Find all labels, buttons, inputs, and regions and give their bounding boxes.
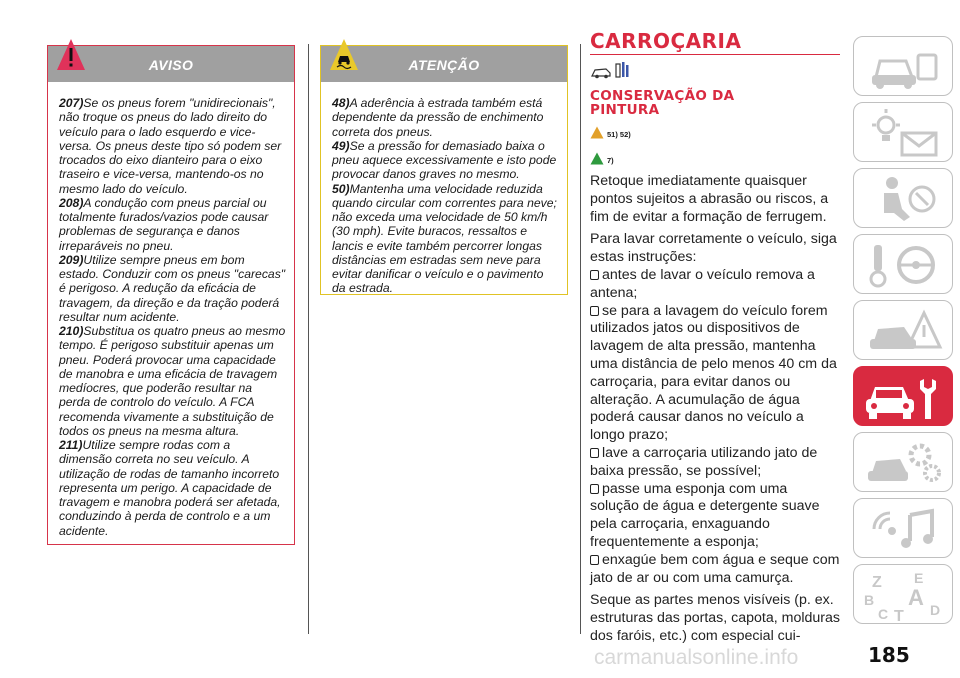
tab-multimedia[interactable]: [853, 498, 953, 558]
closing-paragraph: Seque as partes menos visíveis (p. ex. estruturas das portas, capota, molduras dos faróis, etc.) com especial cui-: [590, 592, 840, 644]
warning-item-text: Utilize sempre rodas com a dimensão correta no seu veículo. A utilização de rodas de tamanho incorreto representa um perigo. A capacidade de travagem e manobra poderá ser afetada, conduzindo à perda de controlo e a um acidente.: [59, 438, 281, 538]
caution-item-number: 49): [332, 138, 350, 153]
tab-safety[interactable]: [853, 168, 953, 228]
bullet-item: [590, 552, 840, 588]
subsection-title-line: CONSERVAÇÃO DA: [590, 88, 735, 104]
index-letter-d: D: [930, 602, 941, 618]
bullet-text: enxagúe bem com água e seque com jato de ar ou com uma camurça.: [590, 551, 840, 586]
bullet-text: se para a lavagem do veículo forem utilizados jatos ou dispositivos de lavagem de alta pressão, mantenha uma distância de pelo menos 40 cm da carroçaria, para evitar danos ou alteração. A acumulação de água poderá causar danos no veículo a longo prazo;: [590, 302, 837, 444]
caution-item-number: 48): [332, 96, 350, 110]
caution-box-title: ATENÇÃO: [408, 57, 480, 73]
bullet-text: passe uma esponja com uma solução de água e detergente suave pela carroçaria, enxaguando frequentemente a esponja;: [590, 480, 820, 550]
checkbox-bullet-icon: [590, 555, 599, 565]
alphabet-icon: [854, 565, 954, 625]
bullet-text: lave a carroçaria utilizando jato de baixa pressão, se possível;: [590, 444, 818, 479]
caution-item-text: Mantenha uma velocidade reduzida quando circular com correntes para neve; não exceda uma velocidade de 50 km/h (30 mph). Evite buracos, ressaltos e lancis e evite também percorrer longas distâncias em estradas sem neve para evitar danificar o veículo e o pavimento da estrada.: [332, 181, 557, 296]
checkbox-bullet-icon: [590, 484, 599, 494]
environment-leaf-icon: [590, 152, 604, 165]
checkbox-bullet-icon: [590, 448, 599, 458]
caution-item-number: 50): [332, 181, 350, 196]
music-signal-icon: [854, 499, 954, 559]
car-and-wrench-icon: [854, 367, 954, 427]
warning-item-210: [59, 324, 286, 438]
warning-item-211: [59, 438, 286, 538]
caution-box-header: [321, 46, 567, 82]
section-title: CARROÇARIA: [590, 29, 742, 53]
column-separator-left: [308, 44, 309, 634]
bullet-item: [590, 445, 840, 481]
index-letter-a: A: [908, 585, 924, 610]
caution-item-text: A aderência à estrada também está dependente da pressão de enchimento correta dos pneus.: [332, 96, 544, 139]
tab-instrument-panel[interactable]: [853, 102, 953, 162]
environment-reference-number: 7): [607, 155, 614, 165]
tab-knowing-vehicle[interactable]: [853, 36, 953, 96]
instructions-lead: Para lavar corretamente o veículo, siga estas instruções:: [590, 231, 837, 266]
warning-item-208: [59, 196, 286, 253]
warning-item-number: 207): [59, 96, 84, 110]
bullet-text: antes de lavar o veículo remova a antena;: [590, 266, 815, 301]
warning-reference-numbers: 51) 52): [607, 129, 631, 139]
car-front-icon: [854, 37, 954, 97]
tab-technical-data[interactable]: [853, 432, 953, 492]
caution-box-body: [321, 82, 567, 302]
tab-emergency[interactable]: [853, 300, 953, 360]
caution-item-50: [332, 182, 559, 296]
warning-triangle-icon: [590, 126, 604, 139]
bullet-item: [590, 303, 840, 445]
warning-item-209: [59, 253, 286, 324]
seat-and-airbag-icon: [854, 169, 954, 229]
warning-box: [47, 45, 295, 545]
caution-item-49: [332, 139, 559, 182]
section-title-rule: [590, 54, 840, 55]
index-letter-z: Z: [872, 574, 882, 591]
intro-paragraph: Retoque imediatamente quaisquer pontos sujeitos a abrasão ou riscos, a fim de evitar a formação de ferrugem.: [590, 173, 829, 225]
watermark: carmanualsonline.info: [594, 646, 799, 669]
caution-box: [320, 45, 568, 295]
warning-item-number: 208): [59, 195, 84, 210]
index-letter-b: B: [864, 592, 875, 608]
warning-triangle-car-icon: [854, 301, 954, 361]
caution-item-text: Se a pressão for demasiado baixa o pneu aquece excessivamente e isto pode provocar danos graves no mesmo.: [332, 138, 557, 182]
key-and-steering-wheel-icon: [854, 235, 954, 295]
subsection-title: [590, 89, 840, 117]
index-letter-t: T: [894, 608, 904, 625]
environment-reference: [590, 147, 840, 169]
warning-box-title: AVISO: [148, 57, 194, 73]
checkbox-bullet-icon: [590, 306, 599, 316]
warning-item-text: A condução com pneus parcial ou totalmente furados/vazios pode causar problemas de segurança e danos irreparáveis no pneu.: [59, 195, 269, 253]
tab-maintenance[interactable]: [853, 366, 953, 426]
warning-item-number: 211): [59, 438, 83, 452]
body-column: [590, 30, 840, 646]
bullet-item: [590, 481, 840, 552]
warning-item-number: 210): [59, 324, 84, 338]
warning-item-number: 209): [59, 252, 84, 267]
lamp-and-envelope-icon: [854, 103, 954, 163]
page-number: 185: [868, 643, 910, 667]
warning-item-text: Utilize sempre pneus em bom estado. Conduzir com os pneus "carecas" é perigoso. A redução da eficácia de travagem, da direção e da tração poderá resultar num acidente.: [59, 252, 286, 324]
warning-item-text: Substitua os quatro pneus ao mesmo tempo. É perigoso substituir apenas um pneu. Poderá provocar uma capacidade de manobra e uma eficácia de travagem medíocres, que poderão resultar na perda de controlo do veículo. A FCA recomenda vivamente a substituição de todos os pneus na mesma altura.: [59, 324, 286, 438]
index-letter-c: C: [878, 606, 889, 622]
column-separator-right: [580, 44, 581, 634]
warning-item-207: [59, 96, 286, 196]
tab-index[interactable]: [853, 564, 953, 624]
warning-item-text: Se os pneus forem "unidirecionais", não troque os pneus do lado direito do veículo para o lado esquerdo e vice-versa. Os pneus deste tipo só podem ser trocados do eixo dianteiro para o eixo traseiro e vice-versa, mantendo-os no mesmo lado do veículo.: [59, 96, 282, 196]
warning-box-header: [48, 46, 294, 82]
caution-item-48: [332, 96, 559, 139]
car-paint-spray-icon: [590, 60, 630, 80]
subsection-title-line: PINTURA: [590, 102, 660, 118]
gears-icon: [854, 433, 954, 493]
tab-starting-driving[interactable]: [853, 234, 953, 294]
checkbox-bullet-icon: [590, 270, 599, 280]
bullet-item: [590, 267, 840, 303]
index-letter-e: E: [914, 570, 924, 586]
warning-reference: [590, 121, 840, 143]
warning-box-body: [48, 82, 294, 544]
